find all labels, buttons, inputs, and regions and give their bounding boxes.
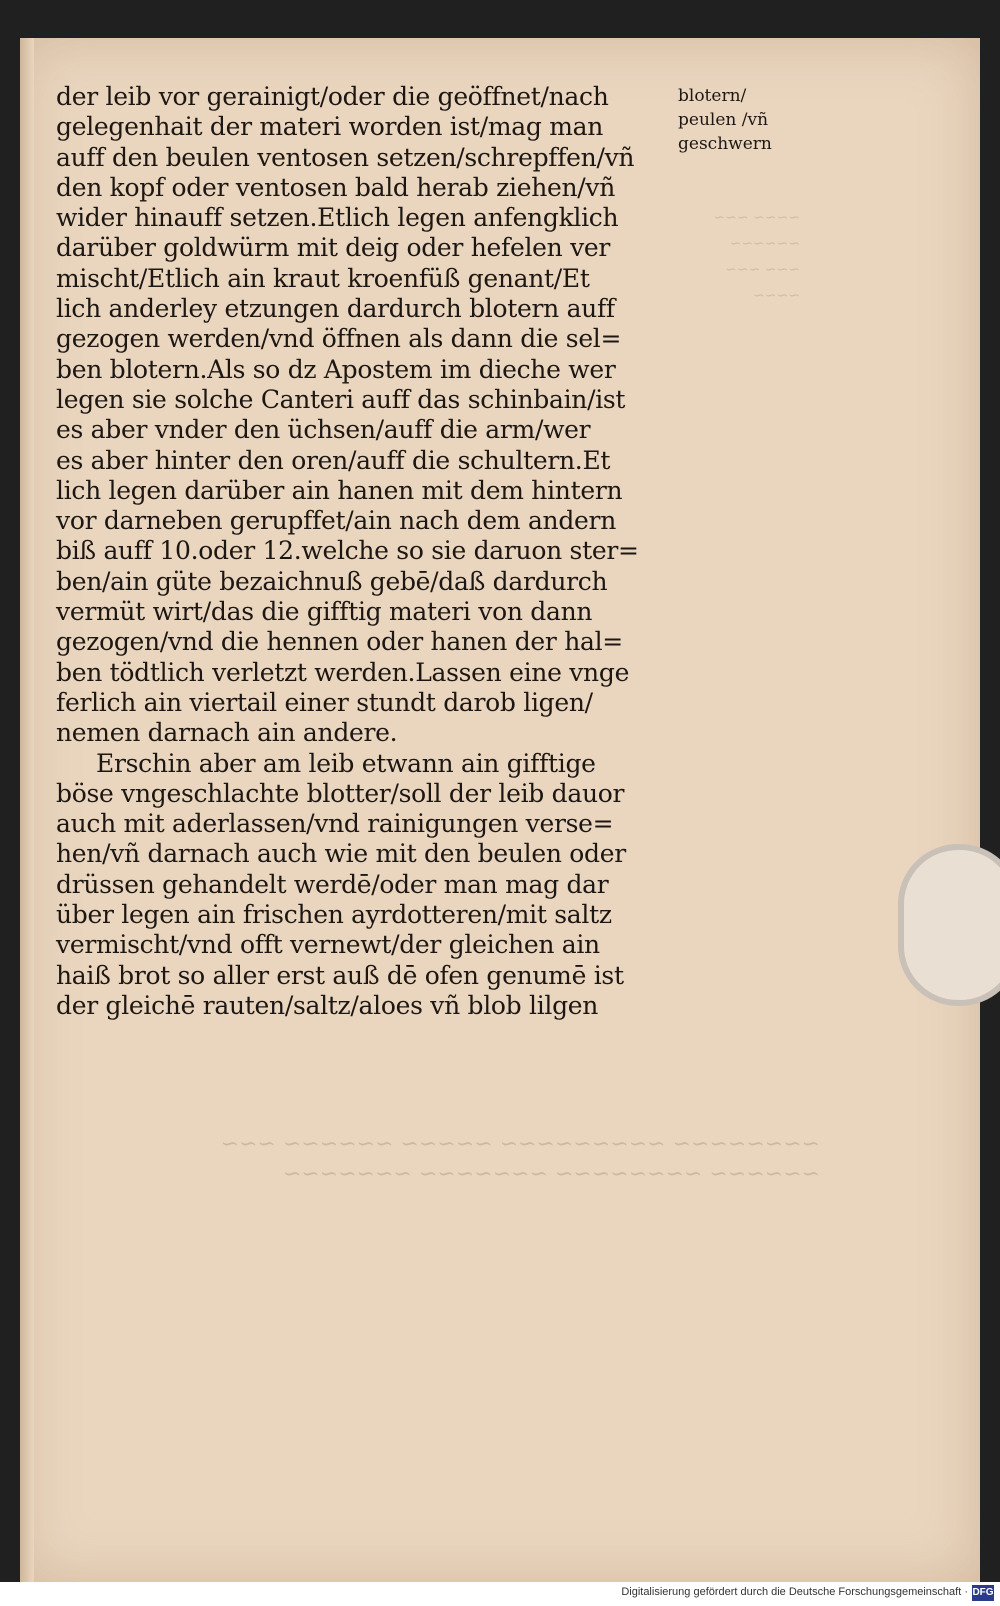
footer-bar [0,1582,1000,1606]
marginal-line: peulen /vñ [678,110,769,130]
text-line: wider hinauff setzen.Etlich legen anfengklich [56,203,619,233]
dfg-logo: DFG [972,1585,994,1601]
text-line: auch mit aderlassen/vnd rainigungen verse= [56,809,614,839]
text-line: ben blotern.Als so dz Apostem im dieche wer [56,354,616,384]
text-line: gelegenhait der materi worden ist/mag man [56,112,604,142]
text-line: gezogen/vnd die hennen oder hanen der hal= [56,627,623,657]
text-line: Erschin aber am leib etwann ain gifftige [96,748,596,778]
text-line: drüssen gehandelt werdē/oder man mag dar [56,869,609,899]
text-line: haiß brot so aller erst auß dē ofen genumē ist [56,960,624,990]
text-line: der leib vor gerainigt/oder die geöffnet/nach [56,82,609,111]
text-line: ben tödtlich verletzt werden.Lassen eine vnge [56,657,630,687]
text-line: es aber hinter den oren/auff die schultern.Et [56,445,611,475]
text-line: mischt/Etlich ain kraut kroenfüß genant/Et [56,263,590,293]
text-line: der gleichē rauten/saltz/aloes vñ blob lilgen [56,990,599,1020]
book-clasp [898,844,1000,1006]
main-text-block [56,82,696,1021]
text-line: biß auff 10.oder 12.welche so sie daruon ster= [56,536,639,566]
text-line: ben/ain güte bezaichnuß gebē/daß dardurch [56,566,608,596]
text-line: gezogen werden/vnd öffnen als dann die sel= [56,324,622,354]
text-line: legen sie solche Canteri auff das schinbain/ist [56,384,626,414]
text-line: nemen darnach ain andere. [56,718,398,748]
text-line: darüber goldwürm mit deig oder hefelen ver [56,233,611,263]
marginal-note [678,84,808,156]
text-line: den kopf oder ventosen bald herab ziehen/vñ [56,172,616,202]
text-line: vermüt wirt/das die gifftig materi von dann [56,597,593,627]
text-line: es aber vnder den üchsen/auff die arm/wer [56,415,591,445]
text-line: auff den beulen ventosen setzen/schrepffen/vñ [56,142,635,172]
text-line: lich legen darüber ain hanen mit dem hintern [56,475,623,505]
text-line: böse vngeschlachte blotter/soll der leib dauor [56,778,625,808]
text-line: vermischt/vnd offt vernewt/der gleichen ain [56,930,600,960]
marginal-line: geschwern [678,134,772,154]
text-line: hen/vñ darnach auch wie mit den beulen oder [56,839,626,869]
text-line: lich anderley etzungen dardurch blotern auff [56,294,615,324]
text-line: über legen ain frischen ayrdotteren/mit saltz [56,900,612,930]
marginal-line: blotern/ [678,86,747,106]
text-line: ferlich ain viertail einer stundt darob ligen/ [56,687,593,717]
text-line: vor darneben gerupffet/ain nach dem andern [56,506,617,536]
page-binding-edge [20,38,34,1582]
bleed-through-marginalia: ~~~~ ~~~ ~~~~~~ ~~~ ~~~ ~~~~ [713,210,800,304]
funding-credit: Digitalisierung gefördert durch die Deutsche Forschungsgemeinschaft · [621,1586,968,1598]
bleed-through-text: ~~~~~~~~ ~~~~~~~~~ ~~~~~ ~~~~~~ ~~~ ~~~~~~ ~~~~~~~~ ~~~~~~~ ~~~~~~~ [220,1132,820,1187]
